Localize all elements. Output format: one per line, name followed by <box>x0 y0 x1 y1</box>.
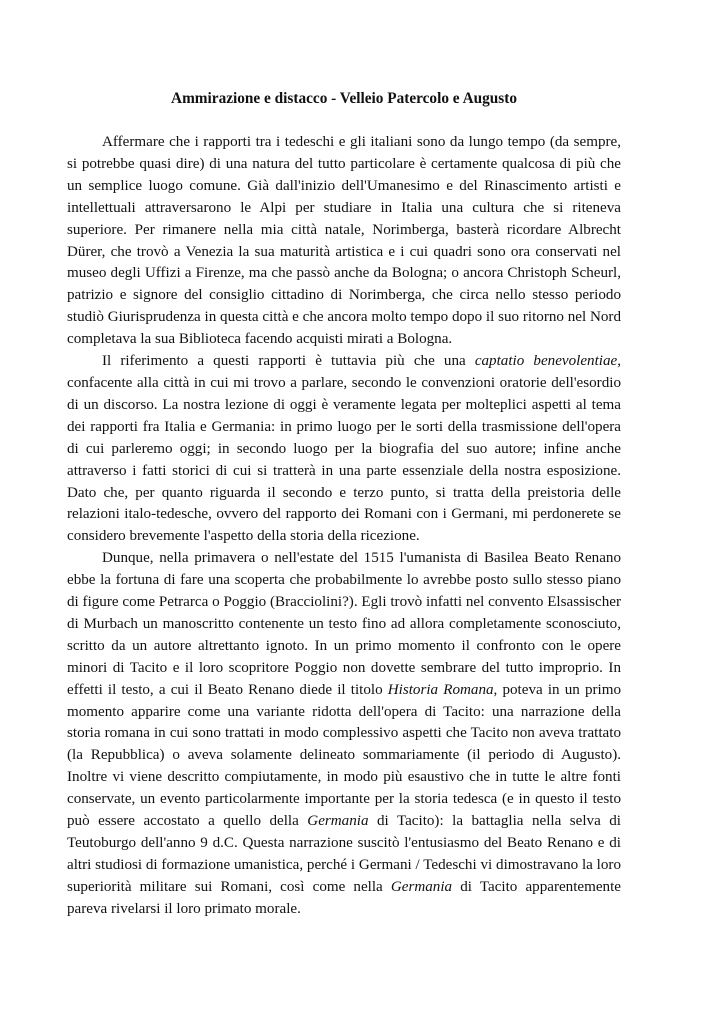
paragraph-1 <box>67 132 621 351</box>
italic-title: Germania <box>307 813 369 830</box>
paragraph-text: , poteva in un primo momento apparire come una variante ridotta dell'opera di Tacito: una narrazione della storia romana in cui sono trattati in modo complessivo aspetti che Tacito non aveva trattato (la Repubblica) o aveva solamente delineato sommariamente (il periodo di Augusto). Inoltre vi viene descritto compiutamente, in modo più esaustivo che in tutte le altre fonti conservate, un evento particolarmente importante per la storia tedesca (e in questo il testo può essere accostato a quello della <box>67 681 622 830</box>
paragraph-3 <box>67 548 621 920</box>
document-page <box>67 0 621 921</box>
paragraph-text: Affermare che i rapporti tra i tedeschi e gli italiani sono da lungo tempo (da sempre, si potrebbe quasi dire) di una natura del tutto particolare è certamente qualcosa di più che un semplice luogo comune. Già dall'inizio dell'Umanesimo e del Rinascimento artisti e intellettuali attraversarono le Alpi per studiare in Italia una cultura che si riteneva superiore. Per rimanere nella mia città natale, Norimberga, basterà ricordare Albrecht Dürer, che trovò a Venezia la sua maturità artistica e i cui quadri sono ora conservati nel museo degli Uffizi a Firenze, ma che passò anche da Bologna; o ancora Christoph Scheurl, patrizio e signore del consiglio cittadino di Norimberga, che circa nello stesso periodo studiò Giurisprudenza in questa città e che ancora molto tempo dopo il suo ritorno nel Nord completava la sua Biblioteca facendo acquisti mirati a Bologna. <box>67 134 621 348</box>
paragraph-2 <box>67 351 621 548</box>
italic-title: Germania <box>390 878 453 895</box>
document-title: Ammirazione e distacco - Velleio Patercolo e Augusto <box>171 90 517 107</box>
paragraph-text: di Tacito apparentemente pareva rivelarsi il loro primato morale. <box>67 878 621 917</box>
paragraph-text: Dunque, nella primavera o nell'estate del 1515 l'umanista di Basilea Beato Renano ebbe la fortuna di fare una scoperta che probabilmente lo avrebbe posto sullo stesso piano di figure come Petrarca o Poggio (Bracciolini?). Egli trovò infatti nel convento Elsassischer di Murbach un manoscritto contenente un testo fino ad allora completamente sconosciuto, scritto da un autore altrettanto ignoto. In un primo momento il confronto con le opere minori di Tacito e il loro scopritore Poggio non dovette sembrare del tutto improprio. In effetti il testo, a cui il Beato Renano diede il titolo <box>67 550 621 698</box>
document-body <box>67 132 621 921</box>
paragraph-text: , confacente alla città in cui mi trovo a parlare, secondo le convenzioni oratorie dell'esordio di un discorso. La nostra lezione di oggi è veramente legata per molteplici aspetti al tema dei rapporti fra Italia e Germania: in primo luogo per le sorti della trasmissione dell'opera di cui parleremo oggi; in secondo luogo per la biografia del suo autore; infine anche attraverso i fatti storici di cui si tratterà in una parte essenziale della nostra esposizione. Dato che, per quanto riguarda il secondo e terzo punto, si tratta della preistoria delle relazioni italo-tedesche, ovvero del rapporto dei Romani con i Germani, mi perdonerete se considero brevemente l'aspetto della storia della ricezione. <box>67 353 621 545</box>
italic-phrase: captatio benevolentiae <box>474 353 618 370</box>
paragraph-text: di Tacito): la battaglia nella selva di Teutoburgo dell'anno 9 d.C. Questa narrazione suscitò l'entusiasmo del Beato Renano e di altri studiosi di formazione umanistica, perché i Germani / Tedeschi vi dimostravano la loro superiorità militare sui Romani, così come nella <box>67 813 621 895</box>
italic-title: Historia Romana <box>387 681 494 698</box>
paragraph-text: Il riferimento a questi rapporti è tuttavia più che una <box>102 353 475 370</box>
